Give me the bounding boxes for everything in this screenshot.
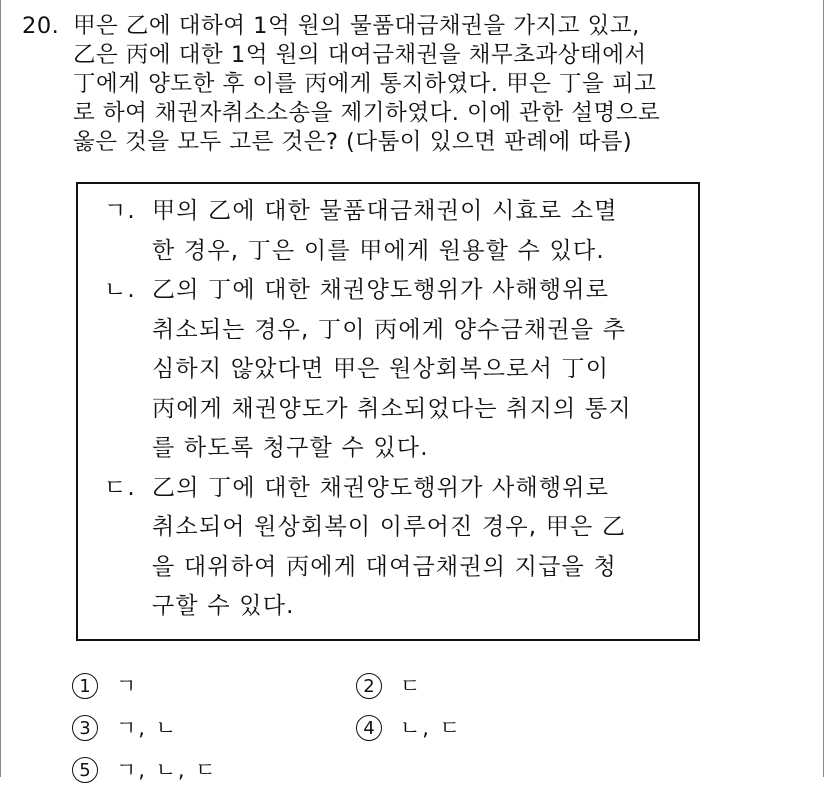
choice-number: 5 xyxy=(72,757,98,783)
statement-text: 甲의 乙에 대한 물품대금채권이 시효로 소멸 xyxy=(152,198,618,224)
choice-1[interactable] xyxy=(72,664,138,707)
choice-number: 2 xyxy=(356,673,382,699)
statement-text: 구할 수 있다. xyxy=(152,593,295,619)
choice-3[interactable] xyxy=(72,706,178,749)
choice-4[interactable] xyxy=(356,706,462,749)
statement-text: 심하지 않았다면 甲은 원상회복으로서 丁이 xyxy=(152,356,610,382)
statement-marker: ㄱ. xyxy=(104,198,136,224)
question-line: 로 하여 채권자취소소송을 제기하였다. 이에 관한 설명으로 xyxy=(73,100,661,126)
statement-item-b xyxy=(104,271,684,311)
question-line: 옳은 것을 모두 고른 것은? (다툼이 있으면 판례에 따름) xyxy=(73,129,633,155)
choice-number: 1 xyxy=(72,673,98,699)
statement-item-c xyxy=(104,469,684,509)
choice-number: 3 xyxy=(72,715,98,741)
statement-text: 乙의 丁에 대한 채권양도행위가 사해행위로 xyxy=(152,474,610,501)
statement-text: 乙의 丁에 대한 채권양도행위가 사해행위로 xyxy=(152,277,610,303)
question-text: 甲은 乙에 대하여 1억 원의 물품대금채권을 가지고 있고, xyxy=(73,13,640,39)
statement-text: 취소되어 원상회복이 이루어진 경우, 甲은 乙 xyxy=(152,514,627,540)
statement-marker: ㄴ. xyxy=(104,277,136,303)
choice-text: ㄱ, ㄴ xyxy=(116,715,178,740)
statement-box xyxy=(76,182,700,641)
question-line: 乙은 丙에 대한 1억 원의 대여금채권을 채무초과상태에서 xyxy=(73,42,647,68)
statement-marker: ㄷ. xyxy=(104,474,136,501)
question-line xyxy=(22,12,802,41)
choice-number: 4 xyxy=(356,715,382,741)
statement-item-a xyxy=(104,192,684,232)
question-number: 20. xyxy=(22,13,60,39)
statement-list xyxy=(104,192,684,627)
question-line: 丁에게 양도한 후 이를 丙에게 통지하였다. 甲은 丁을 피고 xyxy=(73,71,657,97)
statement-text: 한 경우, 丁은 이를 甲에게 원용할 수 있다. xyxy=(152,237,605,264)
choice-text: ㄷ xyxy=(400,673,423,698)
choice-5[interactable] xyxy=(72,748,218,791)
choice-text: ㄱ, ㄴ, ㄷ xyxy=(116,757,218,782)
statement-text: 취소되는 경우, 丁이 丙에게 양수금채권을 추 xyxy=(152,316,627,343)
statement-text: 을 대위하여 丙에게 대여금채권의 지급을 청 xyxy=(152,553,617,580)
statement-text: 를 하도록 청구할 수 있다. xyxy=(152,435,429,461)
choice-text: ㄴ, ㄷ xyxy=(400,715,462,740)
choice-2[interactable] xyxy=(356,664,422,707)
question-stem xyxy=(22,12,802,157)
choice-text: ㄱ xyxy=(116,673,139,698)
statement-text: 丙에게 채권양도가 취소되었다는 취지의 통지 xyxy=(152,395,632,422)
